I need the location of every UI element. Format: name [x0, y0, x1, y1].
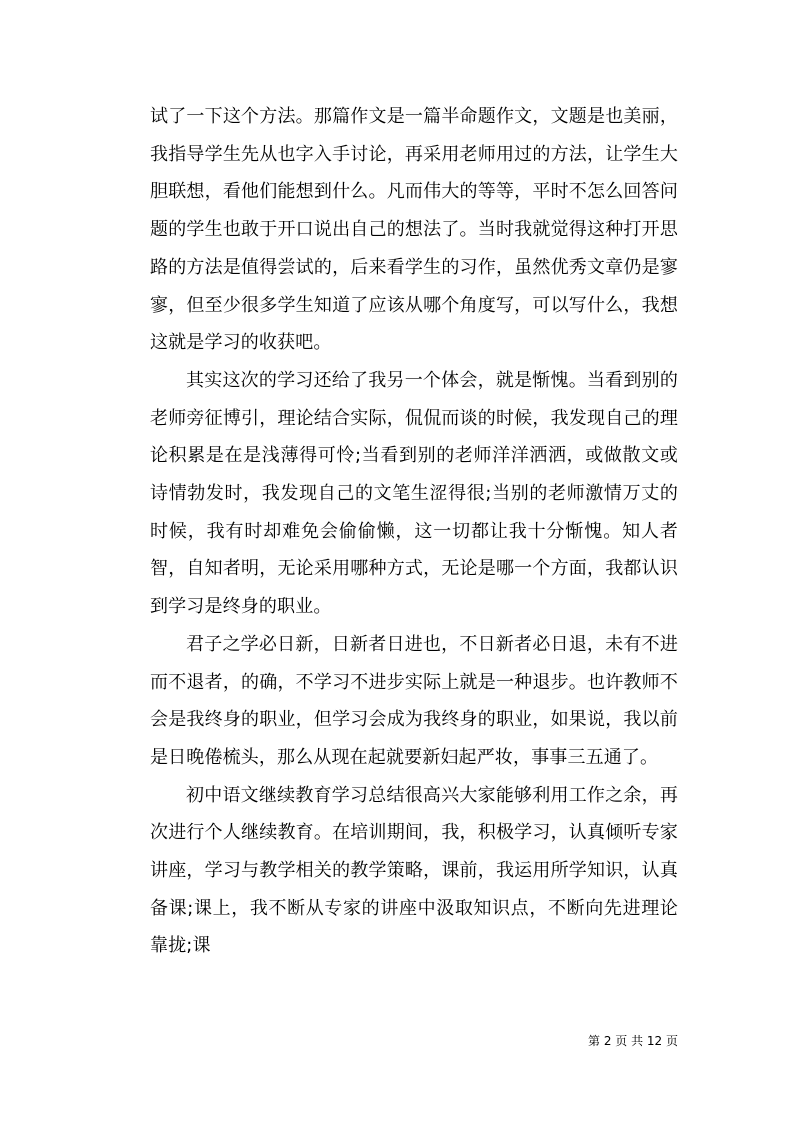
paragraph-3: 君子之学必日新，日新者日进也，不日新者必日退，未有不进而不退者，的确，不学习不进步实际上就是一种退步。也许教师不会是我终身的职业，但学习会成为我终身的职业，如果说，我以前是日晚倦梳头，那么从现在起就要新妇起严妆，事事三五通了。	[150, 633, 678, 768]
paragraph-4: 初中语文继续教育学习总结很高兴大家能够利用工作之余，再次进行个人继续教育。在培训期间，我，积极学习，认真倾听专家讲座，学习与教学相关的教学策略，课前，我运用所学知识，认真备课;课上，我不断从专家的讲座中汲取知识点，不断向先进理论靠拢;课	[150, 784, 678, 957]
paragraph-1: 试了一下这个方法。那篇作文是一篇半命题作文，文题是也美丽，我指导学生先从也字入手讨论，再采用老师用过的方法，让学生大胆联想，看他们能想到什么。凡而伟大的等等，平时不怎么回答问题的学生也敢于开口说出自己的想法了。当时我就觉得这种打开思路的方法是值得尝试的，后来看学生的习作，虽然优秀文章仍是寥寥，但至少很多学生知道了应该从哪个角度写，可以写什么，我想这就是学习的收获吧。	[150, 106, 678, 354]
document-body	[150, 98, 678, 965]
paragraph-2: 其实这次的学习还给了我另一个体会，就是惭愧。当看到别的老师旁征博引，理论结合实际，侃侃而谈的时候，我发现自己的理论积累是在是浅薄得可怜;当看到别的老师洋洋洒洒，或做散文或诗情勃发时，我发现自己的文笔生涩得很;当别的老师激情万丈的时候，我有时却难免会偷偷懒，这一切都让我十分惭愧。知人者智，自知者明，无论采用哪种方式，无论是哪一个方面，我都认识到学习是终身的职业。	[150, 369, 678, 618]
page-number-footer: 第 2 页 共 12 页	[588, 1034, 678, 1048]
